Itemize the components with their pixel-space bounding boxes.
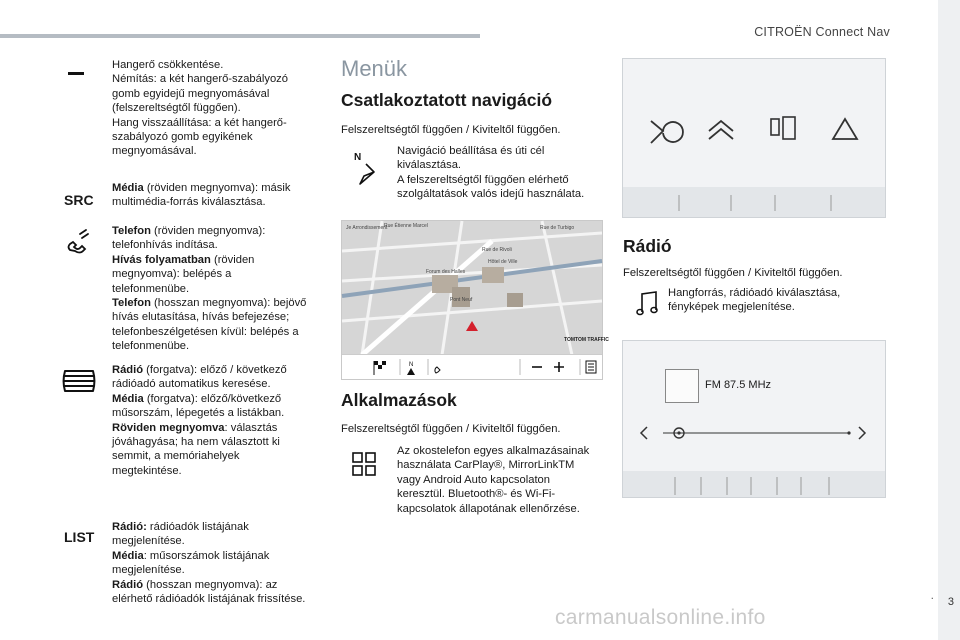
map-toolbar bbox=[342, 354, 602, 379]
nav-subtitle: Felszereltségtől függően / Kiviteltől függően. bbox=[341, 124, 561, 136]
phone-b1: Telefon bbox=[112, 225, 151, 237]
prev-icon bbox=[641, 427, 647, 439]
compass-icon bbox=[407, 362, 415, 375]
volume-down-icon bbox=[68, 72, 84, 75]
map-label-e: Forum des Halles bbox=[426, 269, 466, 275]
list-t1: rádióadók listájának megjelenítése. bbox=[112, 521, 249, 548]
phone-map-icon bbox=[435, 367, 440, 373]
radio-screen-illustration bbox=[622, 340, 886, 498]
list-t2: : műsorszámok listájának megjelenítése. bbox=[112, 549, 270, 577]
volume-down-line1: Hangerő csökkentése. bbox=[112, 59, 224, 71]
apps-grid-icon bbox=[352, 452, 376, 476]
page-dot: . bbox=[930, 588, 934, 602]
music-note-icon bbox=[636, 290, 658, 318]
src-description bbox=[112, 181, 310, 210]
wheel-t2: (forgatva): előző/következő műsorszám, lépegetés a listákban. bbox=[112, 392, 285, 420]
phone-t2: (röviden megnyomva): belépés a telefonmenübe. bbox=[112, 253, 255, 295]
apps-description: Az okostelefon egyes alkalmazásainak használata CarPlay®, MirrorLinkTM vagy Android Auto kapcsolaton keresztül. Bluetooth®- és Wi-Fi-kapcsolatok állapotának ellenőrzése. bbox=[397, 445, 590, 515]
list-b3: Rádió bbox=[112, 578, 144, 591]
page-header-title: CITROËN Connect Nav bbox=[754, 25, 890, 39]
warning-icon bbox=[833, 119, 857, 139]
wheel-t3: : választás jóváhagyása; ha nem választott ki semmit, a memóriahelyek megtekintése. bbox=[112, 421, 280, 477]
wheel-b2: Média bbox=[112, 392, 144, 405]
radio-description: Hangforrás, rádióadó kiválasztása, fényképek megjelenítése. bbox=[668, 287, 841, 314]
volume-down-line3: Hang visszaállítása: a két hangerő-szabályozó gomb egyikének megnyomásával. bbox=[112, 116, 287, 158]
settings-grid-icon bbox=[586, 361, 596, 373]
src-bold: Média bbox=[112, 182, 144, 194]
map-label-d: Rue de Rivoli bbox=[482, 247, 512, 253]
citroen-logo-icon bbox=[709, 121, 733, 139]
map-label-a: Je Arrondissement bbox=[346, 225, 388, 231]
radio-title: Rádió bbox=[623, 236, 672, 256]
apps-subtitle: Felszereltségtől függően / Kiviteltől függően. bbox=[341, 423, 561, 435]
svg-text:N: N bbox=[409, 362, 414, 368]
phone-b2: Hívás folyamatban bbox=[112, 253, 211, 266]
apps-title: Alkalmazások bbox=[341, 390, 457, 410]
map-label-f: Pont Neuf bbox=[450, 297, 473, 303]
phone-t3: (hosszan megnyomva): bejövő hívás elutasítása, hívás befejezése; telefonbeszélgetésen kívül: belépés a telefonmenübe. bbox=[112, 297, 307, 353]
phone-description bbox=[112, 224, 310, 354]
svg-text:N: N bbox=[354, 152, 362, 163]
player-icon bbox=[651, 121, 683, 143]
page-edge-strip bbox=[938, 0, 960, 640]
volume-down-line2: Némítás: a két hangerő-szabályozó gomb egyidejű megnyomásával (felszereltségtől függően). bbox=[112, 73, 288, 115]
phone-icon bbox=[64, 226, 92, 254]
scroll-wheel-icon bbox=[62, 366, 96, 396]
checkered-flag-icon bbox=[374, 361, 386, 375]
list-b1: Rádió: bbox=[112, 521, 147, 533]
map-tomtom-label: TOMTOM TRAFFIC bbox=[564, 337, 609, 343]
list-b2: Média bbox=[112, 549, 144, 562]
wheel-b1: Rádió bbox=[112, 364, 144, 376]
radio-station-label: FM 87.5 MHz bbox=[705, 379, 772, 391]
volume-down-description bbox=[112, 58, 310, 159]
phone-t1: (röviden megnyomva): telefonhívás indítása. bbox=[112, 225, 266, 252]
map-label-b: Rue Étienne Marcel bbox=[384, 223, 428, 229]
wheel-description bbox=[112, 363, 310, 478]
home-screen-illustration bbox=[622, 58, 886, 218]
nav-desc-line1: Navigáció beállítása és úti cél kiválasztása. bbox=[397, 145, 545, 172]
map-label-c: Rue de Turbigo bbox=[540, 225, 575, 231]
header-rule bbox=[0, 34, 480, 38]
nav-title: Csatlakoztatott navigáció bbox=[341, 90, 553, 110]
nav-description bbox=[397, 144, 597, 202]
list-icon: LIST bbox=[64, 529, 95, 545]
map-label-g: Hôtel de Ville bbox=[488, 259, 518, 265]
navigation-icon bbox=[352, 150, 378, 186]
list-t3: (hosszan megnyomva): az elérhető rádióadók listájának frissítése. bbox=[112, 578, 306, 606]
frequency-slider bbox=[663, 428, 851, 438]
navigation-map-screen bbox=[341, 220, 609, 380]
src-text: (röviden megnyomva): másik multimédia-forrás kiválasztása. bbox=[112, 182, 291, 209]
wheel-b3: Röviden megnyomva bbox=[112, 421, 225, 434]
page-number: 3 bbox=[947, 596, 954, 608]
menus-title: Menük bbox=[341, 56, 408, 81]
watermark: carmanualsonline.info bbox=[555, 606, 766, 629]
wheel-t1: (forgatva): előző / következő rádióadó automatikus keresése. bbox=[112, 364, 287, 391]
zoom-in-icon bbox=[554, 362, 564, 372]
src-icon: SRC bbox=[64, 192, 94, 208]
list-description bbox=[112, 520, 310, 606]
radio-subtitle: Felszereltségtől függően / Kiviteltől függően. bbox=[623, 267, 843, 279]
nav-desc-line2: A felszereltségtől függően elérhető szolgáltatások valós idejű használata. bbox=[397, 173, 585, 201]
smartphone-icon bbox=[771, 117, 795, 139]
phone-b3: Telefon bbox=[112, 297, 151, 310]
next-icon bbox=[859, 427, 865, 439]
